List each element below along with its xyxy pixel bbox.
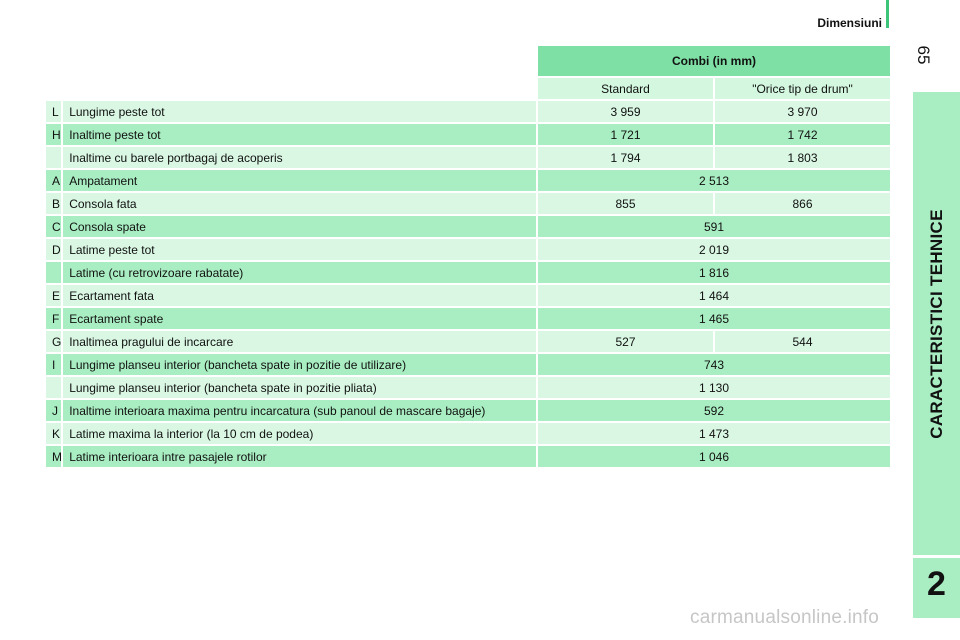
row-label: Consola spate bbox=[63, 216, 536, 237]
row-value-orice-tip-de-drum: 3 970 bbox=[715, 101, 890, 122]
row-value: 591 bbox=[538, 216, 890, 237]
row-code: C bbox=[46, 216, 61, 237]
row-label: Inaltime cu barele portbagaj de acoperis bbox=[63, 147, 536, 168]
table-row bbox=[46, 331, 890, 352]
row-code: G bbox=[46, 331, 61, 352]
row-code: B bbox=[46, 193, 61, 214]
chapter-number: 2 bbox=[927, 565, 946, 603]
table-row bbox=[46, 446, 890, 467]
row-label: Ecartament spate bbox=[63, 308, 536, 329]
table-header-spacer bbox=[46, 46, 536, 76]
dimensions-table bbox=[44, 44, 892, 469]
row-value: 1 130 bbox=[538, 377, 890, 398]
row-value-standard: 3 959 bbox=[538, 101, 713, 122]
row-label: Inaltimea pragului de incarcare bbox=[63, 331, 536, 352]
row-value-standard: 855 bbox=[538, 193, 713, 214]
row-value: 2 513 bbox=[538, 170, 890, 191]
row-value-standard: 1 794 bbox=[538, 147, 713, 168]
row-value: 592 bbox=[538, 400, 890, 421]
row-label: Ecartament fata bbox=[63, 285, 536, 306]
row-code: M bbox=[46, 446, 61, 467]
chapter-tab bbox=[913, 92, 960, 555]
row-code: I bbox=[46, 354, 61, 375]
header-divider bbox=[886, 0, 889, 28]
column-header-standard: Standard bbox=[538, 78, 713, 99]
page-number: 65 bbox=[914, 45, 933, 65]
row-label: Inaltime peste tot bbox=[63, 124, 536, 145]
table-row bbox=[46, 400, 890, 421]
row-code: L bbox=[46, 101, 61, 122]
row-label: Consola fata bbox=[63, 193, 536, 214]
column-header-orice-tip-de-drum: "Orice tip de drum" bbox=[715, 78, 890, 99]
chapter-label: CARACTERISTICI TEHNICE bbox=[926, 208, 946, 439]
row-label: Latime peste tot bbox=[63, 239, 536, 260]
table-row bbox=[46, 170, 890, 191]
row-label: Latime interioara intre pasajele rotilor bbox=[63, 446, 536, 467]
table-row bbox=[46, 101, 890, 122]
table-row bbox=[46, 124, 890, 145]
row-value-standard: 1 721 bbox=[538, 124, 713, 145]
row-code bbox=[46, 262, 61, 283]
row-code: K bbox=[46, 423, 61, 444]
table-row bbox=[46, 377, 890, 398]
row-code bbox=[46, 147, 61, 168]
row-value-orice-tip-de-drum: 1 742 bbox=[715, 124, 890, 145]
table-row bbox=[46, 239, 890, 260]
section-title: Dimensiuni bbox=[817, 16, 882, 30]
row-code: D bbox=[46, 239, 61, 260]
table-group-header-row bbox=[46, 46, 890, 76]
row-code: J bbox=[46, 400, 61, 421]
row-label: Lungime planseu interior (bancheta spate in pozitie pliata) bbox=[63, 377, 536, 398]
row-value-orice-tip-de-drum: 544 bbox=[715, 331, 890, 352]
row-value: 1 465 bbox=[538, 308, 890, 329]
row-value: 1 816 bbox=[538, 262, 890, 283]
table-row bbox=[46, 193, 890, 214]
row-code: A bbox=[46, 170, 61, 191]
row-label: Ampatament bbox=[63, 170, 536, 191]
table-row bbox=[46, 354, 890, 375]
table-column-header-row bbox=[46, 78, 890, 99]
row-label: Latime maxima la interior (la 10 cm de podea) bbox=[63, 423, 536, 444]
row-label: Latime (cu retrovizoare rabatate) bbox=[63, 262, 536, 283]
row-value-standard: 527 bbox=[538, 331, 713, 352]
column-group-header: Combi (in mm) bbox=[538, 46, 890, 76]
row-value-orice-tip-de-drum: 866 bbox=[715, 193, 890, 214]
row-label: Lungime planseu interior (bancheta spate in pozitie de utilizare) bbox=[63, 354, 536, 375]
table-row bbox=[46, 216, 890, 237]
table-row bbox=[46, 285, 890, 306]
row-value: 2 019 bbox=[538, 239, 890, 260]
row-label: Lungime peste tot bbox=[63, 101, 536, 122]
table-row bbox=[46, 308, 890, 329]
row-label: Inaltime interioara maxima pentru incarcatura (sub panoul de mascare bagaje) bbox=[63, 400, 536, 421]
table-row bbox=[46, 423, 890, 444]
watermark: carmanualsonline.info bbox=[690, 607, 880, 628]
row-value-orice-tip-de-drum: 1 803 bbox=[715, 147, 890, 168]
table-row bbox=[46, 147, 890, 168]
row-code: E bbox=[46, 285, 61, 306]
row-value: 1 473 bbox=[538, 423, 890, 444]
row-value: 743 bbox=[538, 354, 890, 375]
table-row bbox=[46, 262, 890, 283]
row-code: F bbox=[46, 308, 61, 329]
row-code bbox=[46, 377, 61, 398]
row-value: 1 046 bbox=[538, 446, 890, 467]
row-code: H bbox=[46, 124, 61, 145]
table-header-spacer bbox=[46, 78, 536, 99]
row-value: 1 464 bbox=[538, 285, 890, 306]
